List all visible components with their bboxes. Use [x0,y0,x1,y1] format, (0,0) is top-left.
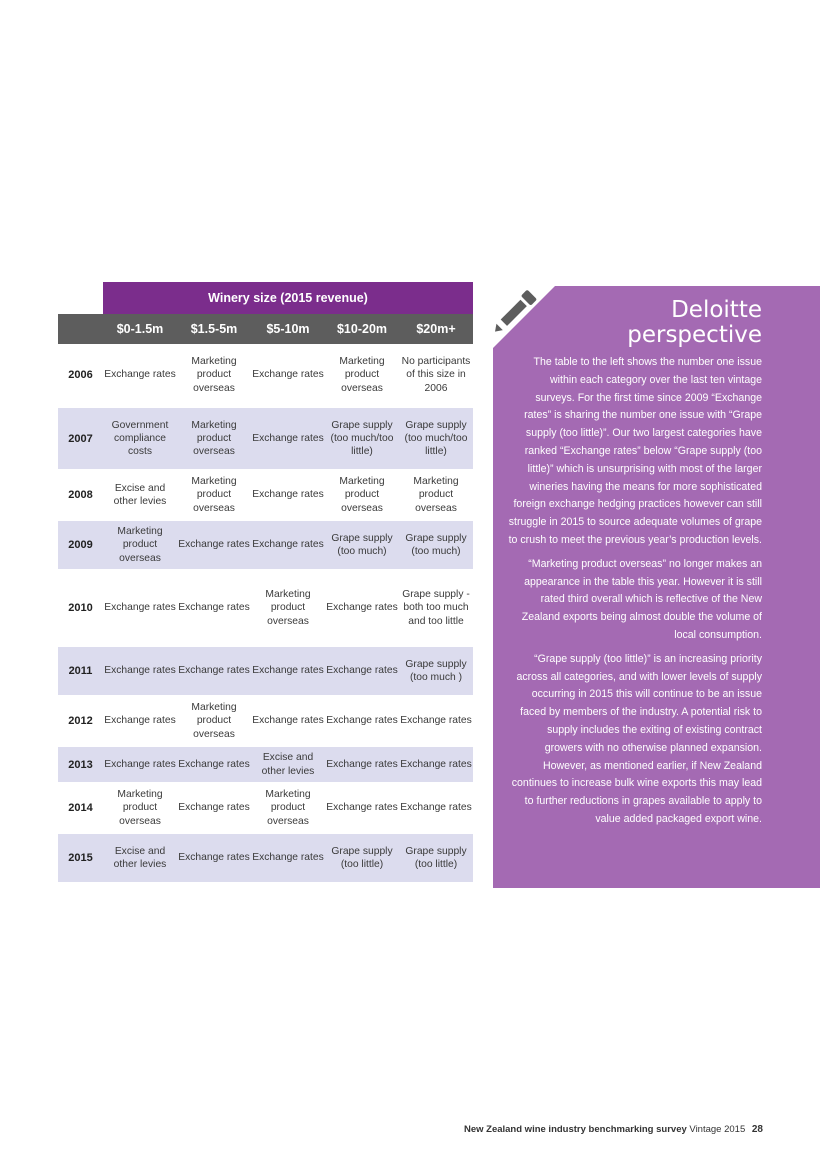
table-cell: Exchange rates [325,696,399,746]
perspective-body [508,354,762,835]
table-corner [58,282,103,314]
table-corner [58,314,103,344]
table-cell: Marketing product overseas [177,407,251,470]
table-cell: Grape supply (too much/too little) [399,407,473,470]
table-cell: Exchange rates [251,646,325,696]
table-row [58,470,473,520]
pencil-icon [488,280,548,340]
page-number: 28 [751,1124,763,1135]
table-cell: Exchange rates [399,696,473,746]
table-cell: Marketing product overseas [103,783,177,833]
table-cell: Marketing product overseas [399,470,473,520]
table-cell: Exchange rates [325,746,399,783]
perspective-paragraph: The table to the left shows the number one issue within each category over the last ten vintage surveys. For the first time since 2009 “Exchange rates” is sharing the number one issue with “Grape supply (too little)”. Our two largest categories have ranked “Exchange rates” below “Grape supply (too little)” which is unsurprising with most of the larger wineries having the means for more sophisticated foreign exchange hedging practices however can still struggle in 2015 to source adequate volumes of grape to crush to meet the previous year’s production levels. [508,356,762,546]
table-cell: Exchange rates [399,783,473,833]
table-cell: Marketing product overseas [177,696,251,746]
table-cell: Exchange rates [177,520,251,570]
table-cell: Excise and other levies [251,746,325,783]
year-label: 2010 [58,570,103,646]
table-cell: Exchange rates [251,344,325,407]
year-label: 2014 [58,783,103,833]
table-row [58,570,473,646]
table-row [58,646,473,696]
column-header: $10-20m [325,314,399,344]
table-cell: Marketing product overseas [251,783,325,833]
table-row [58,344,473,407]
table-cell: Exchange rates [251,407,325,470]
table-cell: Exchange rates [251,520,325,570]
table-cell: Exchange rates [177,746,251,783]
table-row [58,746,473,783]
table-title: Winery size (2015 revenue) [103,282,473,314]
table-row [58,833,473,883]
year-label: 2015 [58,833,103,883]
table-cell: Grape supply (too much) [399,520,473,570]
year-label: 2007 [58,407,103,470]
table-cell: Grape supply (too little) [325,833,399,883]
table-cell: Exchange rates [103,746,177,783]
table-cell: Exchange rates [103,696,177,746]
year-label: 2008 [58,470,103,520]
table-cell: Exchange rates [103,646,177,696]
table-row [58,696,473,746]
table-cell: Marketing product overseas [103,520,177,570]
table-cell: Exchange rates [325,570,399,646]
table-row [58,520,473,570]
column-header: $0-1.5m [103,314,177,344]
table-cell: Grape supply (too much ) [399,646,473,696]
table-cell: Government compliance costs [103,407,177,470]
table-row [58,783,473,833]
table-row [58,407,473,470]
table-cell: Grape supply (too much) [325,520,399,570]
table-cell: Exchange rates [177,833,251,883]
table-cell: Exchange rates [399,746,473,783]
year-label: 2009 [58,520,103,570]
publication-name: New Zealand wine industry benchmarking survey [463,1124,687,1135]
table-cell: Excise and other levies [103,833,177,883]
table-cell: Marketing product overseas [177,344,251,407]
perspective-paragraph: “Marketing product overseas” no longer makes an appearance in the table this year. However it is still rated third overall which is reflective of the New Zealand exports being almost double the volume of local consumption. [521,557,762,641]
table-cell: Marketing product overseas [177,470,251,520]
page-footer [464,1124,763,1135]
table-cell: Exchange rates [325,783,399,833]
table-cell: Exchange rates [177,570,251,646]
table-cell: Marketing product overseas [325,344,399,407]
table-cell: No participants of this size in 2006 [399,344,473,407]
year-label: 2006 [58,344,103,407]
column-header: $1.5-5m [177,314,251,344]
table-cell: Grape supply - both too much and too little [399,570,473,646]
perspective-title: Deloitte perspective [627,297,762,348]
table-cell: Exchange rates [103,344,177,407]
table-cell: Exchange rates [251,470,325,520]
perspective-paragraph: “Grape supply (too little)” is an increasing priority across all categories, and with lower levels of supply occurring in 2015 this will continue to be an issue faced by members of the industry. A potential risk to supply includes the exiting of existing contract growers with no otherwise planned expansion. However, as mentioned earlier, if New Zealand continues to increase bulk wine exports this may lead to further reductions in grapes available to apply to value added packaged export wine. [511,652,762,825]
issues-table [58,282,473,884]
column-header: $20m+ [399,314,473,344]
table-cell: Exchange rates [103,570,177,646]
year-label: 2011 [58,646,103,696]
table-cell: Excise and other levies [103,470,177,520]
table-cell: Exchange rates [251,833,325,883]
year-label: 2012 [58,696,103,746]
table-cell: Exchange rates [325,646,399,696]
table-cell: Grape supply (too little) [399,833,473,883]
table-cell: Exchange rates [177,783,251,833]
table-cell: Marketing product overseas [251,570,325,646]
vintage-label: Vintage 2015 [689,1124,746,1135]
table-cell: Marketing product overseas [325,470,399,520]
column-header: $5-10m [251,314,325,344]
year-label: 2013 [58,746,103,783]
table-cell: Exchange rates [177,646,251,696]
table-cell: Grape supply (too much/too little) [325,407,399,470]
table-cell: Exchange rates [251,696,325,746]
